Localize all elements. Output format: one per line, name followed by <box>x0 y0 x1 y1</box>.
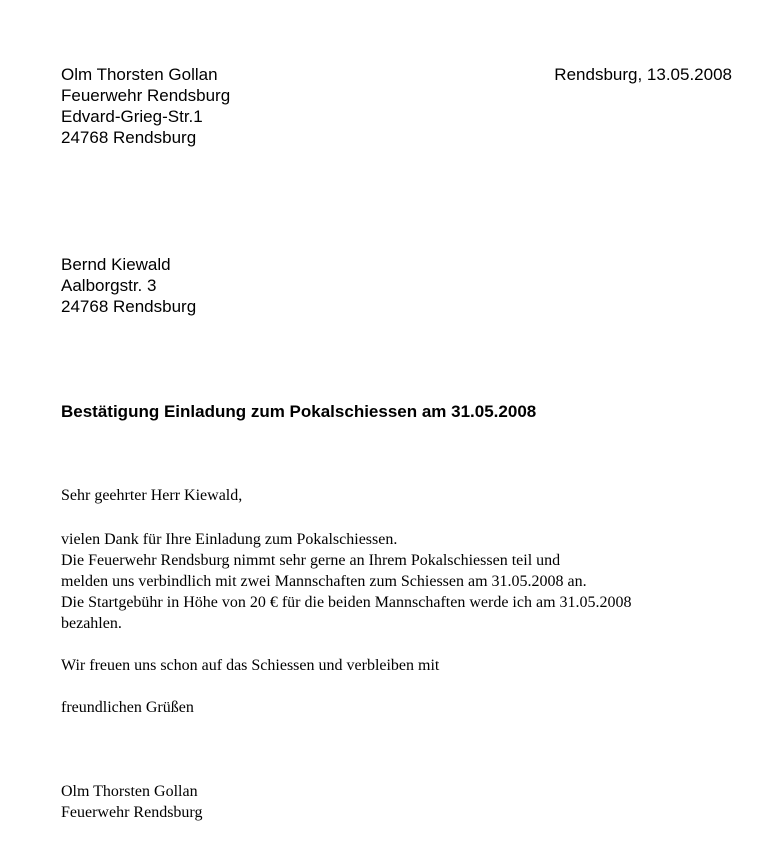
closing-text: freundlichen Grüßen <box>61 699 194 716</box>
sender-city: 24768 Rendsburg <box>61 128 197 147</box>
recipient-street: Aalborgstr. 3 <box>61 276 157 295</box>
closing <box>61 697 194 718</box>
closing-sentence <box>61 655 439 676</box>
salutation <box>61 485 242 506</box>
body-line: vielen Dank für Ihre Einladung zum Pokalschiessen. <box>61 531 398 548</box>
recipient-city: 24768 Rendsburg <box>61 297 197 316</box>
body-line: bezahlen. <box>61 615 122 632</box>
body-line: Die Startgebühr in Höhe von 20 € für die beiden Mannschaften werde ich am 31.05.2008 <box>61 594 632 611</box>
letter-body <box>61 529 632 634</box>
signature-block <box>61 781 202 823</box>
body-line: melden uns verbindlich mit zwei Mannschaften zum Schiessen am 31.05.2008 an. <box>61 573 587 590</box>
sender-address <box>61 64 230 148</box>
recipient-name: Bernd Kiewald <box>61 255 171 274</box>
date-line: Rendsburg, 13.05.2008 <box>554 65 732 84</box>
signature-organization: Feuerwehr Rendsburg <box>61 804 203 821</box>
sender-name: Olm Thorsten Gollan <box>61 65 218 84</box>
sender-street: Edvard-Grieg-Str.1 <box>61 107 203 126</box>
closing-sentence-text: Wir freuen uns schon auf das Schiessen und verbleiben mit <box>61 657 440 674</box>
recipient-address <box>61 254 196 317</box>
signature-name: Olm Thorsten Gollan <box>61 783 198 800</box>
sender-organization: Feuerwehr Rendsburg <box>61 86 231 105</box>
salutation-text: Sehr geehrter Herr Kiewald, <box>61 487 243 504</box>
subject-line: Bestätigung Einladung zum Pokalschiessen am 31.05.2008 <box>61 402 537 421</box>
body-line: Die Feuerwehr Rendsburg nimmt sehr gerne an Ihrem Pokalschiessen teil und <box>61 552 561 569</box>
